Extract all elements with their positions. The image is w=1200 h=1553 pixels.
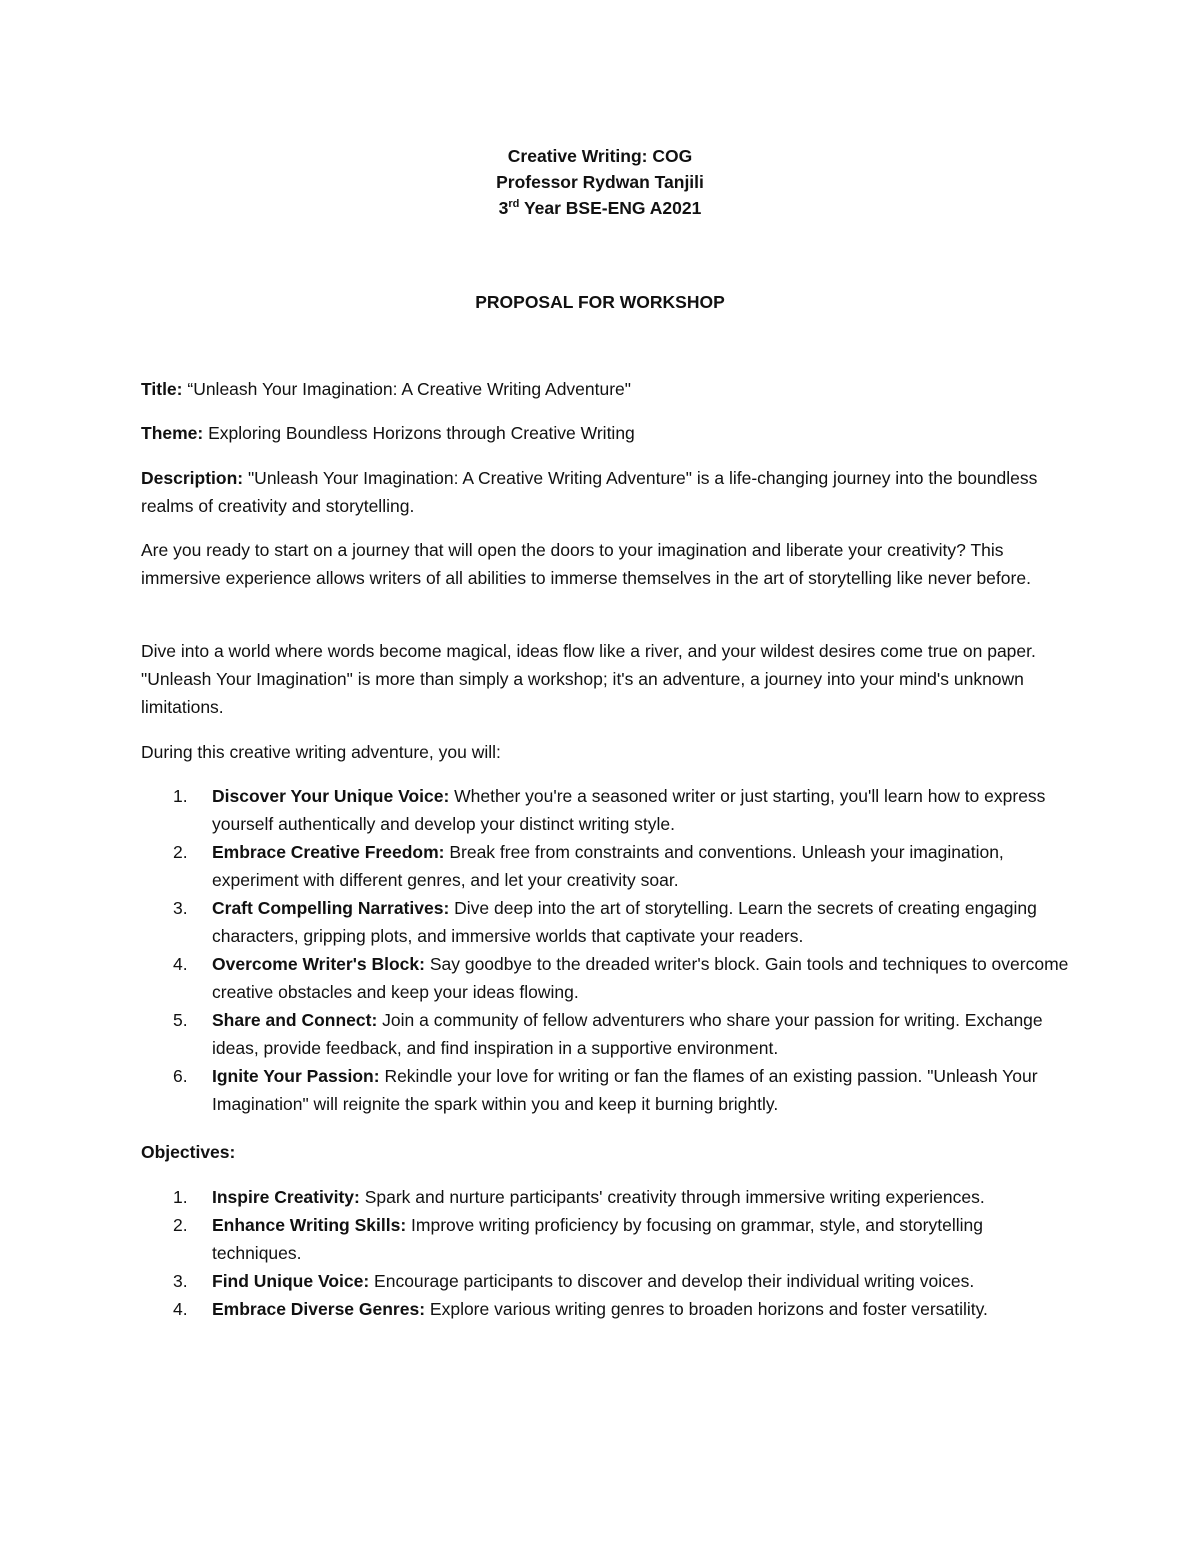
list-number: 1. [173,1187,188,1207]
list-text: Explore various writing genres to broaden horizons and foster versatility. [425,1299,988,1319]
objectives-list [141,1183,1071,1323]
list-item [141,838,1071,894]
course-name: Creative Writing: COG [507,146,693,166]
list-item [141,1267,1071,1295]
list-term: Embrace Diverse Genres: [212,1299,426,1319]
proposal-heading: PROPOSAL FOR WORKSHOP [475,292,725,312]
list-item [141,1062,1071,1118]
list-term: Craft Compelling Narratives: [212,898,450,918]
description-paragraph [141,464,1071,520]
body-paragraph: Dive into a world where words become magical, ideas flow like a river, and your wildest desires come true on paper. "Unleash Your Imagination" is more than simply a workshop; it's an adventure, a journey into your mind's unknown limitations. [141,641,1036,717]
document-header [0,143,1200,221]
objectives-heading: Objectives: [141,1142,236,1162]
during-intro: During this creative writing adventure, you will: [141,742,501,762]
description-label: Description: [141,468,244,488]
list-text: Whether you're a seasoned writer or just starting, you'll learn how to express yourself authentically and develop your distinct writing style. [212,786,1046,834]
list-number: 4. [173,1299,188,1319]
list-item [141,894,1071,950]
list-item [141,782,1071,838]
year-section [0,195,1200,221]
professor-name: Professor Rydwan Tanjili [496,172,704,192]
list-term: Ignite Your Passion: [212,1066,380,1086]
theme-line [141,419,1071,447]
list-number: 5. [173,1010,188,1030]
list-item [141,1006,1071,1062]
list-item [141,1183,1071,1211]
list-text: Say goodbye to the dreaded writer's block. Gain tools and techniques to overcome creative obstacles and keep your ideas flowing. [212,954,1069,1002]
list-number: 3. [173,898,188,918]
list-number: 4. [173,954,188,974]
theme-text: Exploring Boundless Horizons through Creative Writing [203,423,635,443]
list-item [141,1295,1071,1323]
list-item [141,1211,1071,1267]
list-term: Find Unique Voice: [212,1271,370,1291]
year-section-text: Year BSE-ENG A2021 [519,198,702,218]
list-term: Discover Your Unique Voice: [212,786,450,806]
list-text: Spark and nurture participants' creativity through immersive writing experiences. [359,1187,985,1207]
description-text: "Unleash Your Imagination: A Creative Writing Adventure" is a life-changing journey into the boundless realms of creativity and storytelling. [141,468,1038,516]
year-number: 3 [498,198,509,218]
title-text: “Unleash Your Imagination: A Creative Writing Adventure" [182,379,632,399]
list-text: Join a community of fellow adventurers who share your passion for writing. Exchange ideas, provide feedback, and find inspiration in a supportive environment. [212,1010,1043,1058]
list-number: 6. [173,1066,188,1086]
adventure-list [141,782,1071,1118]
list-term: Embrace Creative Freedom: [212,842,445,862]
list-item [141,950,1071,1006]
title-line [141,375,1071,403]
list-number: 1. [173,786,188,806]
list-number: 3. [173,1271,188,1291]
theme-label: Theme: [141,423,204,443]
list-term: Enhance Writing Skills: [212,1215,407,1235]
list-text: Encourage participants to discover and develop their individual writing voices. [369,1271,975,1291]
list-text: Break free from constraints and conventions. Unleash your imagination, experiment with different genres, and let your creativity soar. [212,842,1004,890]
list-term: Overcome Writer's Block: [212,954,425,974]
list-term: Share and Connect: [212,1010,378,1030]
list-number: 2. [173,1215,188,1235]
year-ordinal-suffix: rd [508,198,520,210]
list-term: Inspire Creativity: [212,1187,360,1207]
list-text: Rekindle your love for writing or fan the flames of an existing passion. "Unleash Your Imagination" will reignite the spark within you and keep it burning brightly. [212,1066,1038,1114]
list-text: Dive deep into the art of storytelling. Learn the secrets of creating engaging characters, gripping plots, and immersive worlds that captivate your readers. [212,898,1037,946]
list-number: 2. [173,842,188,862]
list-text: Improve writing proficiency by focusing on grammar, style, and storytelling techniques. [212,1215,983,1263]
title-label: Title: [141,379,183,399]
body-paragraph: Are you ready to start on a journey that will open the doors to your imagination and liberate your creativity? This immersive experience allows writers of all abilities to immerse themselves in the art of storytelling like never before. [141,540,1031,588]
